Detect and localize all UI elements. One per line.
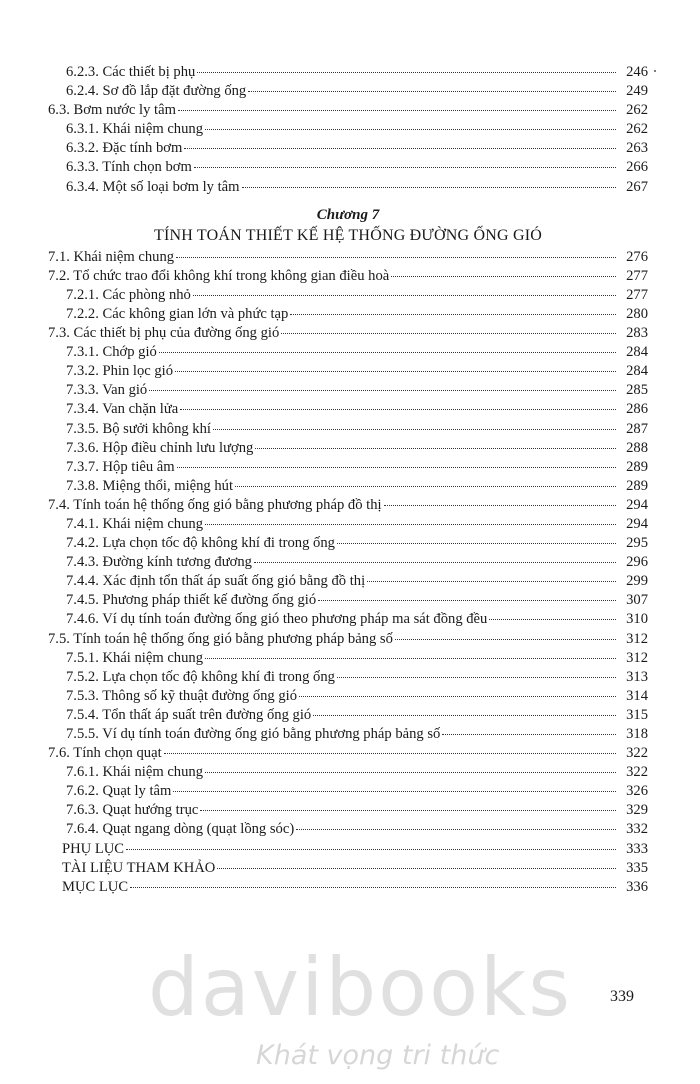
toc-entry-label: PHỤ LỤC [62, 840, 125, 857]
dot-leader [197, 72, 616, 73]
dot-leader [442, 734, 616, 735]
toc-entry [48, 477, 648, 496]
toc-entry [48, 534, 648, 553]
toc-entry-page: 332 [626, 821, 648, 838]
toc-entry [48, 458, 648, 477]
toc-entry [48, 782, 648, 801]
chapter-heading [48, 205, 648, 246]
toc-entry-page: 294 [626, 515, 648, 532]
dot-leader [281, 333, 616, 334]
toc-entry-page: 322 [626, 745, 648, 762]
toc-entry-label: 7.5.5. Ví dụ tính toán đường ống gió bằng phương pháp bảng số [66, 726, 441, 742]
toc-entry-page: 287 [626, 420, 648, 437]
toc-entry-label: 7.2. Tổ chức trao đổi không khí trong không gian điều hoà [48, 267, 390, 284]
toc-entry-page: 333 [626, 840, 648, 857]
toc-entry-label: 7.4. Tính toán hệ thống ống gió bằng phương pháp đồ thị [48, 496, 382, 513]
toc-entry-label: 7.6. Tính chọn quạt [48, 745, 162, 762]
toc-entry [48, 101, 648, 120]
dot-leader [395, 639, 616, 640]
toc-entry-label: 6.3.2. Đặc tính bơm [66, 140, 183, 157]
toc-entry [48, 120, 648, 139]
toc-entry [48, 286, 648, 305]
toc-entry-label: 6.3.3. Tính chọn bơm [66, 159, 192, 176]
toc-entry-page: 280 [626, 305, 648, 322]
toc-entry [48, 801, 648, 820]
toc-entry-page: 285 [626, 382, 648, 399]
toc-entry-page: 329 [626, 802, 648, 819]
toc-entry-page: 322 [626, 764, 648, 781]
toc-entry-label: 7.6.2. Quạt ly tâm [66, 783, 172, 800]
dot-leader [200, 810, 616, 811]
toc-entry [48, 572, 648, 591]
dot-leader [255, 448, 616, 449]
toc-entry [48, 630, 648, 649]
dot-leader [193, 295, 616, 296]
dot-leader [205, 524, 616, 525]
table-of-contents [48, 63, 648, 897]
toc-entry-label: 7.3.3. Van gió [66, 382, 148, 399]
toc-entry-page: 283 [626, 325, 648, 342]
toc-entry-page: 263 [626, 140, 648, 157]
toc-entry-page: 294 [626, 496, 648, 513]
toc-entry-page: 288 [626, 439, 648, 456]
toc-entry-page: 296 [626, 554, 648, 571]
toc-entry [48, 820, 648, 839]
toc-entry-label: 6.2.4. Sơ đồ lắp đặt đường ống [66, 83, 247, 100]
dot-leader [205, 129, 616, 130]
dot-leader [299, 696, 616, 697]
toc-entry-page: 299 [626, 573, 648, 590]
toc-entry-label: 7.3.5. Bộ sưởi không khí [66, 420, 211, 437]
toc-entry-label: 7.6.1. Khái niệm chung [66, 764, 203, 781]
dot-leader [391, 276, 616, 277]
toc-entry [48, 649, 648, 668]
toc-entry-label: 7.3.1. Chớp gió [66, 344, 157, 361]
dot-leader [176, 257, 616, 258]
toc-entry [48, 706, 648, 725]
dot-leader [177, 467, 616, 468]
toc-entry-label: 6.3.4. Một số loại bơm ly tâm [66, 178, 240, 195]
toc-entry-page: 310 [626, 611, 648, 628]
dot-leader [205, 772, 616, 773]
toc-entry-page: 277 [626, 286, 648, 303]
toc-entry-label: 7.3.2. Phin lọc gió [66, 363, 174, 380]
dot-leader [296, 829, 616, 830]
toc-entry [48, 610, 648, 629]
toc-entry [48, 420, 648, 439]
dot-leader [175, 371, 616, 372]
page-number: 339 [610, 988, 634, 1005]
toc-entry-page: 335 [626, 859, 648, 876]
speck-mark [654, 70, 656, 72]
toc-entry-label: 7.5. Tính toán hệ thống ống gió bằng phương pháp bảng số [48, 630, 393, 647]
toc-entry-label: 7.3.8. Miệng thổi, miệng hút [66, 477, 234, 494]
dot-leader [217, 868, 616, 869]
toc-entry-label: 7.6.3. Quạt hướng trục [66, 802, 199, 819]
watermark-tagline: Khát vọng tri thức [256, 1040, 500, 1071]
dot-leader [489, 619, 616, 620]
toc-entry-page: 312 [626, 630, 648, 647]
toc-entry-label: 7.4.6. Ví dụ tính toán đường ống gió theo phương pháp ma sát đồng đều [66, 611, 488, 628]
toc-entry-label: 7.5.1. Khái niệm chung [66, 649, 203, 666]
toc-entry [48, 439, 648, 458]
toc-entry-page: 284 [626, 344, 648, 361]
dot-leader [184, 148, 616, 149]
toc-entry [48, 763, 648, 782]
toc-entry-page: 312 [626, 649, 648, 666]
toc-entry-label: 6.3.1. Khái niệm chung [66, 121, 203, 138]
toc-entry-label: 7.4.5. Phương pháp thiết kế đường ống gió [66, 592, 317, 609]
chapter-number: Chương 7 [316, 206, 380, 223]
toc-entry-label: 7.4.4. Xác định tổn thất áp suất ống gió bằng đồ thị [66, 573, 366, 590]
dot-leader [130, 887, 616, 888]
toc-entry-page: 266 [626, 159, 648, 176]
toc-entry-page: 249 [626, 83, 648, 100]
dot-leader [235, 486, 616, 487]
toc-entry-label: 7.4.3. Đường kính tương đương [66, 554, 252, 571]
toc-entry-page: 336 [626, 878, 648, 895]
toc-entry-page: 318 [626, 726, 648, 742]
toc-entry-page: 289 [626, 458, 648, 475]
toc-entry [48, 496, 648, 515]
toc-entry [48, 878, 648, 897]
toc-entry-page: 313 [626, 668, 648, 685]
toc-entry-label: 7.3.4. Van chặn lửa [66, 401, 179, 418]
toc-entry-page: 314 [626, 687, 648, 704]
toc-entry [48, 305, 648, 324]
toc-entry-label: 7.2.2. Các không gian lớn và phức tạp [66, 305, 289, 322]
toc-entry-label: 7.3.6. Hộp điều chỉnh lưu lượng [66, 439, 254, 456]
watermark-logo: davibooks [148, 941, 573, 1034]
toc-entry-label: MỤC LỤC [62, 878, 129, 895]
section-6-list [48, 63, 648, 197]
dot-leader [254, 562, 616, 563]
dot-leader [248, 91, 616, 92]
toc-entry [48, 687, 648, 706]
toc-entry [48, 324, 648, 343]
toc-entry-label: 7.5.2. Lựa chọn tốc độ không khí đi trong ống [66, 668, 335, 685]
toc-entry-label: 7.6.4. Quạt ngang dòng (quạt lồng sóc) [66, 821, 295, 838]
toc-entry-label: 6.2.3. Các thiết bị phụ [66, 64, 196, 80]
chapter-7-list [48, 248, 648, 897]
toc-entry-label: 7.2.1. Các phòng nhỏ [66, 286, 191, 303]
toc-entry-label: 7.4.1. Khái niệm chung [66, 515, 203, 532]
toc-entry-label: 7.5.3. Thông số kỹ thuật đường ống gió [66, 687, 298, 704]
dot-leader [178, 110, 616, 111]
toc-entry-page: 246 [626, 64, 648, 80]
dot-leader [194, 167, 616, 168]
toc-entry-label: 7.3.7. Hộp tiêu âm [66, 458, 175, 475]
toc-entry [48, 591, 648, 610]
toc-entry [48, 668, 648, 687]
dot-leader [149, 390, 616, 391]
toc-entry [48, 158, 648, 177]
toc-entry [48, 744, 648, 763]
toc-entry-page: 262 [626, 102, 648, 119]
toc-entry-label: 7.1. Khái niệm chung [48, 248, 175, 265]
toc-entry [48, 82, 648, 101]
toc-entry-label: 7.3. Các thiết bị phụ của đường ống gió [48, 325, 280, 342]
toc-entry-page: 326 [626, 783, 648, 800]
toc-entry [48, 859, 648, 878]
toc-entry-page: 315 [626, 706, 648, 723]
toc-entry-label: 7.4.2. Lựa chọn tốc độ không khí đi trong ống [66, 535, 335, 552]
toc-entry-page: 262 [626, 121, 648, 138]
toc-entry-label: TÀI LIỆU THAM KHẢO [62, 859, 216, 876]
toc-entry-page: 276 [626, 248, 648, 265]
dot-leader [159, 352, 616, 353]
toc-entry [48, 400, 648, 419]
toc-entry-page: 289 [626, 477, 648, 494]
dot-leader [384, 505, 616, 506]
dot-leader [164, 753, 616, 754]
dot-leader [126, 849, 616, 850]
toc-entry-page: 286 [626, 401, 648, 418]
toc-entry-page: 267 [626, 178, 648, 195]
dot-leader [173, 791, 616, 792]
dot-leader [290, 314, 616, 315]
toc-entry [48, 343, 648, 362]
dot-leader [367, 581, 616, 582]
toc-entry [48, 267, 648, 286]
toc-entry-page: 277 [626, 267, 648, 284]
dot-leader [242, 187, 616, 188]
toc-entry [48, 362, 648, 381]
dot-leader [318, 600, 616, 601]
toc-entry-page: 295 [626, 535, 648, 552]
toc-entry [48, 381, 648, 400]
toc-entry [48, 63, 648, 82]
dot-leader [337, 677, 616, 678]
toc-entry [48, 139, 648, 158]
toc-entry [48, 553, 648, 572]
dot-leader [313, 715, 616, 716]
toc-entry-label: 6.3. Bơm nước ly tâm [48, 102, 176, 119]
chapter-title: TÍNH TOÁN THIẾT KẾ HỆ THỐNG ĐƯỜNG ỐNG GIÓ [154, 226, 542, 244]
toc-entry-label: 7.5.4. Tổn thất áp suất trên đường ống gió [66, 706, 312, 723]
toc-entry [48, 178, 648, 197]
toc-entry-page: 307 [626, 592, 648, 609]
dot-leader [180, 409, 616, 410]
toc-entry [48, 248, 648, 267]
dot-leader [205, 658, 616, 659]
dot-leader [213, 429, 616, 430]
toc-entry-page: 284 [626, 363, 648, 380]
toc-entry [48, 515, 648, 534]
dot-leader [337, 543, 616, 544]
toc-entry [48, 725, 648, 744]
toc-entry [48, 840, 648, 859]
